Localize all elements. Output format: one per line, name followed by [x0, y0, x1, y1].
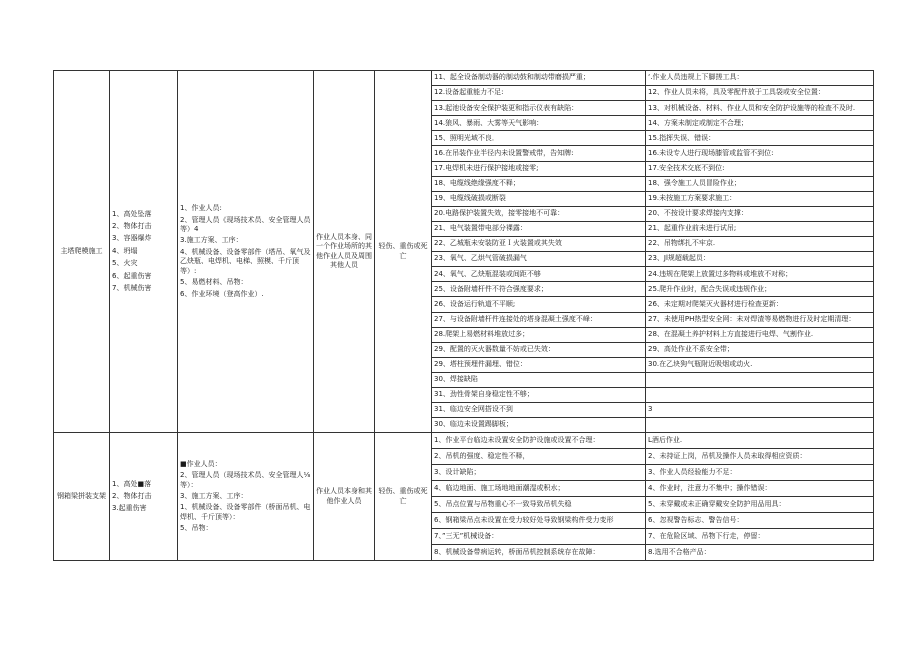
hazard-item: 1、高处■落 — [112, 479, 152, 488]
hazard-source-cell: 22、乙城瓶未安装防亚Ｉ火装置或其失效 — [432, 237, 646, 252]
management-issue-cell: 30.在乙块狗气瓶附近吸烟或动火. — [646, 357, 874, 372]
management-issue-cell: 19.未按施工方案要求施工： — [646, 191, 874, 206]
construction-item-cell: 钢箱梁拼装支架 — [54, 433, 110, 561]
hazard-list-cell — [110, 71, 178, 433]
hazard-source-cell: 17.电焊机未进行保护接地或接零; — [432, 161, 646, 176]
object-item: 3.施工方案、工序： — [180, 236, 243, 245]
construction-item-cell: 主塔爬模施工 — [54, 71, 110, 433]
hazard-item: 2、物体打击 — [112, 222, 152, 231]
hazard-source-cell: 31、劲性骨架自身稳定性不够； — [432, 387, 646, 402]
hazard-source-cell: 23、氧气、乙烘气管破损漏气 — [432, 252, 646, 267]
management-issue-cell — [646, 372, 874, 387]
hazard-source-cell: 21、电气装置带电部分裸露： — [432, 221, 646, 236]
hazard-source-cell: 16.在吊装作业半径内未设置警戒带，告知牌: — [432, 146, 646, 161]
management-issue-cell: 23、Jl规超载起员： — [646, 252, 874, 267]
hazard-item: 1、高处坠落 — [112, 209, 152, 218]
hazard-source-cell: 14.狼风、暴雨、大雾等天气影响： — [432, 116, 646, 131]
hazard-item: 7、机械伤害 — [112, 284, 152, 293]
table-row — [54, 71, 874, 86]
object-item: 2、管理人员（现场技术员、安全管理人⅛等）： — [180, 471, 311, 489]
hazard-item: 6、起重伤害 — [112, 271, 152, 280]
management-issue-cell: 21、起重作业前未进行试吊; — [646, 221, 874, 236]
management-issue-cell: 16.未设专人进行现场膝管或监管不到位: — [646, 146, 874, 161]
management-issue-cell: 3、作业人员经验能力不足： — [646, 465, 874, 481]
hazard-source-cell: 29、塔柱预埋件漏埋、错位： — [432, 357, 646, 372]
management-issue-cell: 20、不按设计要求焊接内支撑： — [646, 206, 874, 221]
object-item: ■作业人员： — [180, 459, 222, 468]
object-item: 5、吊物： — [180, 524, 213, 533]
management-issue-cell — [646, 418, 874, 433]
table-row — [54, 433, 874, 449]
management-issue-cell: 22、吊物绑扎不牢京. — [646, 237, 874, 252]
management-issue-cell: 24.违规在爬架上放置过多物料或堆放不对称； — [646, 267, 874, 282]
hazard-source-cell: 8、机械设备带病运转，桥面吊机控制系统存在故障： — [432, 545, 646, 561]
affected-persons-cell: 作业人员本身和其他作业人员 — [314, 433, 375, 561]
hazard-source-cell: 31、临边安全网搭设不到 — [432, 403, 646, 418]
management-issue-cell: 8.选用不合格产品： — [646, 545, 874, 561]
hazard-item: 3.起重伤害 — [112, 504, 147, 513]
management-issue-cell: 6、忽视警告标志、警告信号： — [646, 513, 874, 529]
management-issue-cell: 28、在混凝土养护材料上方直接进行电焊、气割作业. — [646, 327, 874, 342]
hazard-source-cell: 13.起池设备安全保护装更和指示仪表有缺陷： — [432, 101, 646, 116]
management-issue-cell: 12、作业人员未将，具及零配件放于工具袋或安全位置： — [646, 86, 874, 101]
hazard-item: 5、火灾 — [112, 259, 138, 268]
management-issue-cell: 14、方案未制定或制定不合理； — [646, 116, 874, 131]
object-item: 6、作业环境（登高作业）. — [180, 289, 264, 298]
risk-table — [53, 70, 874, 561]
consequence-cell: 轻伤、重伤或死亡 — [375, 71, 432, 433]
object-item: 5、易燃材料、吊物： — [180, 278, 248, 287]
management-issue-cell: 15.指挥失误、错误： — [646, 131, 874, 146]
management-issue-cell: 4、作业时，注意力不集中；操作错误： — [646, 481, 874, 497]
management-issue-cell: ‘.作业人员违规上下脚搓工具： — [646, 71, 874, 86]
management-issue-cell: 17.安全技术交底不到位: — [646, 161, 874, 176]
hazard-source-cell: 19、电缆线破损或断裂 — [432, 191, 646, 206]
object-item: 2、管理人员《现场技术员、安全管理人员等）4 — [180, 215, 311, 234]
hazard-item: 3、容器爆炸 — [112, 234, 152, 243]
management-issue-cell: L酒后作业. — [646, 433, 874, 449]
hazard-source-cell: 7、”三无”机械设备： — [432, 529, 646, 545]
hazard-source-cell: 15、照明光域不良． — [432, 131, 646, 146]
object-item: 3、施工方案、工序： — [180, 492, 248, 501]
hazard-source-cell: 20.电路保护装置失效，接零接地不可靠： — [432, 206, 646, 221]
hazard-source-cell: 30、临边未设置踢脚板； — [432, 418, 646, 433]
management-issue-cell: 2、未持证上岗，吊机及操作人员未取得相应资质： — [646, 449, 874, 465]
hazard-source-cell: 28.爬架上易燃材料堆放过多； — [432, 327, 646, 342]
management-issue-cell: 25.爬升作业时，配合失误或违规作业； — [646, 282, 874, 297]
management-issue-cell: 7、在危险区域、吊物下行走，停留： — [646, 529, 874, 545]
management-issue-cell: 26、未定期对爬架灭火器材进行检查更新： — [646, 297, 874, 312]
hazard-source-cell: 2、吊机的强度、稳定性不释， — [432, 449, 646, 465]
hazard-list-cell — [110, 433, 178, 561]
hazard-source-cell: 26、设备运行轨道不平顺; — [432, 297, 646, 312]
hazard-source-cell: 3、设计缺陷； — [432, 465, 646, 481]
hazard-source-cell: 27、与设备附墙杆件连接处的塔身混凝土强度不峰： — [432, 312, 646, 327]
hazard-item: 2、物体打击 — [112, 492, 152, 501]
management-issue-cell: 13、对机械设备、材料、作业人员和安全防护设施等的检查不及时. — [646, 101, 874, 116]
object-item: 1、作业人员: — [180, 204, 222, 213]
management-issue-cell: 18、强令施工人员冒险作业； — [646, 176, 874, 191]
hazard-source-cell: 11、起全设备制动器的制动鼓和制动带磨损严重； — [432, 71, 646, 86]
hazard-source-cell: 30、焊接缺陷 — [432, 372, 646, 387]
hazard-source-cell: 25、设备附墙杆件不符合强度要求； — [432, 282, 646, 297]
affected-persons-cell: 作业人员本身、同一个作业场所的其他作业人员及周围其他人员 — [314, 71, 375, 433]
object-item: 1、机械设备、设备零部件（桥面吊机、电焊机、千斤顶等）： — [180, 503, 311, 521]
management-issue-cell: 5、未穿戴或未正确穿戴安全防护用品用具： — [646, 497, 874, 513]
hazard-source-cell: 5、吊点位置与吊物重心不一致导致吊机失稳 — [432, 497, 646, 513]
management-issue-cell: 29、高处作业不系安全带； — [646, 342, 874, 357]
hazard-source-cell: 4、临边地面、施工场地地面潮湿或积水； — [432, 481, 646, 497]
consequence-cell: 轻伤、重伤或死亡 — [375, 433, 432, 561]
object-item: 4、机械设备、设备零部件（塔吊、氧气及乙炔瓶、电焊机、电梯、照模、千斤顶等）: — [180, 247, 311, 275]
object-list-cell — [178, 71, 314, 433]
management-issue-cell: 3 — [646, 403, 874, 418]
hazard-source-cell: 29、配置的灭火器数量不妨或已失效： — [432, 342, 646, 357]
hazard-source-cell: 24、氧气、乙炔瓶混装或间距不够 — [432, 267, 646, 282]
hazard-source-cell: 18、电缆线绝缘强度不释； — [432, 176, 646, 191]
hazard-source-cell: 6、钢箱梁吊点未设置在受力较好处导致钢梁构件受力变形 — [432, 513, 646, 529]
hazard-source-cell: 12.设备起重能力不足: — [432, 86, 646, 101]
object-list-cell — [178, 433, 314, 561]
hazard-source-cell: 1、作业平台临边未设置安全防护设施或设置不合理： — [432, 433, 646, 449]
management-issue-cell: 27、未使用PH热型安全网：未对焊渣等易燃物进行及时定期清理： — [646, 312, 874, 327]
hazard-item: 4、坍塌 — [112, 246, 138, 255]
management-issue-cell — [646, 387, 874, 402]
